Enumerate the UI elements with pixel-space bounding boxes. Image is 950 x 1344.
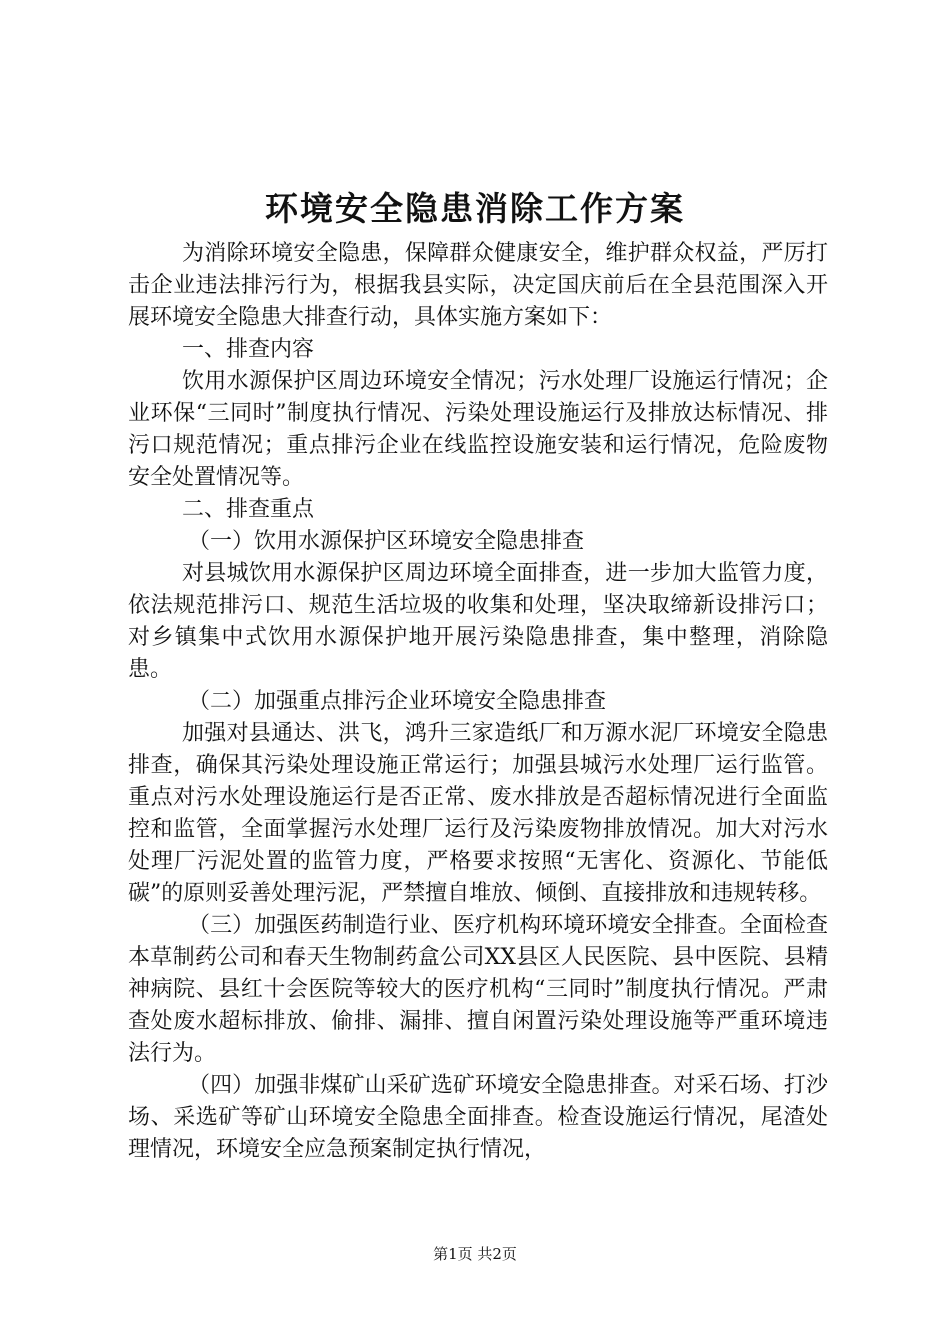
paragraph-content: 饮用水源保护区周边环境安全情况；污水处理厂设施运行情况；企业环保“三同时”制度执行情况、污染处理设施运行及排放达标情况、排污口规范情况；重点排污企业在线监控设施安装和运行情况，危险废物安全处置情况等。 [128, 369, 828, 490]
page-number: 第1页 共2页 [433, 1245, 517, 1263]
paragraph-enterprises: 加强对县通达、洪飞，鸿升三家造纸厂和万源水泥厂环境安全隐患排查，确保其污染处理设施正常运行；加强县城污水处理厂运行监管。重点对污水处理设施运行是否正常、废水排放是否超标情况进行全面监控和监管，全面掌握污水处理厂运行及污染废物排放情况。加大对污水处理厂污泥处置的监管力度，严格要求按照“无害化、资源化、节能低碳”的原则妥善处理污泥，严禁擅自堆放、倾倒、直接排放和违规转移。 [128, 721, 828, 906]
paragraph-water-source: 对县城饮用水源保护区周边环境全面排查，进一步加大监管力度，依法规范排污口、规范生活垃圾的收集和处理，坚决取缔新设排污口；对乡镇集中式饮用水源保护地开展污染隐患排查，集中整理，消除隐患。 [128, 561, 828, 682]
page-title: 环境安全隐患消除工作方案 [265, 189, 685, 228]
paragraph-intro: 为消除环境安全隐患，保障群众健康安全，维护群众权益，严厉打击企业违法排污行为，根据我县实际，决定国庆前后在全县范围深入开展环境安全隐患大排查行动，具体实施方案如下： [128, 241, 828, 330]
document-body [128, 238, 828, 1166]
subheading-2: （二）加强重点排污企业环境安全隐患排查 [188, 689, 607, 714]
subheading-1: （一）饮用水源保护区环境安全隐患排查 [188, 529, 585, 554]
section-heading-2: 二、排查重点 [182, 497, 315, 522]
paragraph-medical: （三）加强医药制造行业、医疗机构环境环境安全排查。全面检查本草制药公司和春天生物制药盒公司XX县区人民医院、县中医院、县精神病院、县红十会医院等较大的医疗机构“三同时”制度执行情况。严肃查处废水超标排放、偷排、漏排、擅自闲置污染处理设施等严重环境违法行为。 [128, 913, 828, 1066]
section-heading-1: 一、排查内容 [182, 337, 315, 362]
paragraph-mining: （四）加强非煤矿山采矿选矿环境安全隐患排查。对采石场、打沙场、采选矿等矿山环境安全隐患全面排查。检查设施运行情况，尾渣处理情况，环境安全应急预案制定执行情况， [128, 1073, 828, 1162]
